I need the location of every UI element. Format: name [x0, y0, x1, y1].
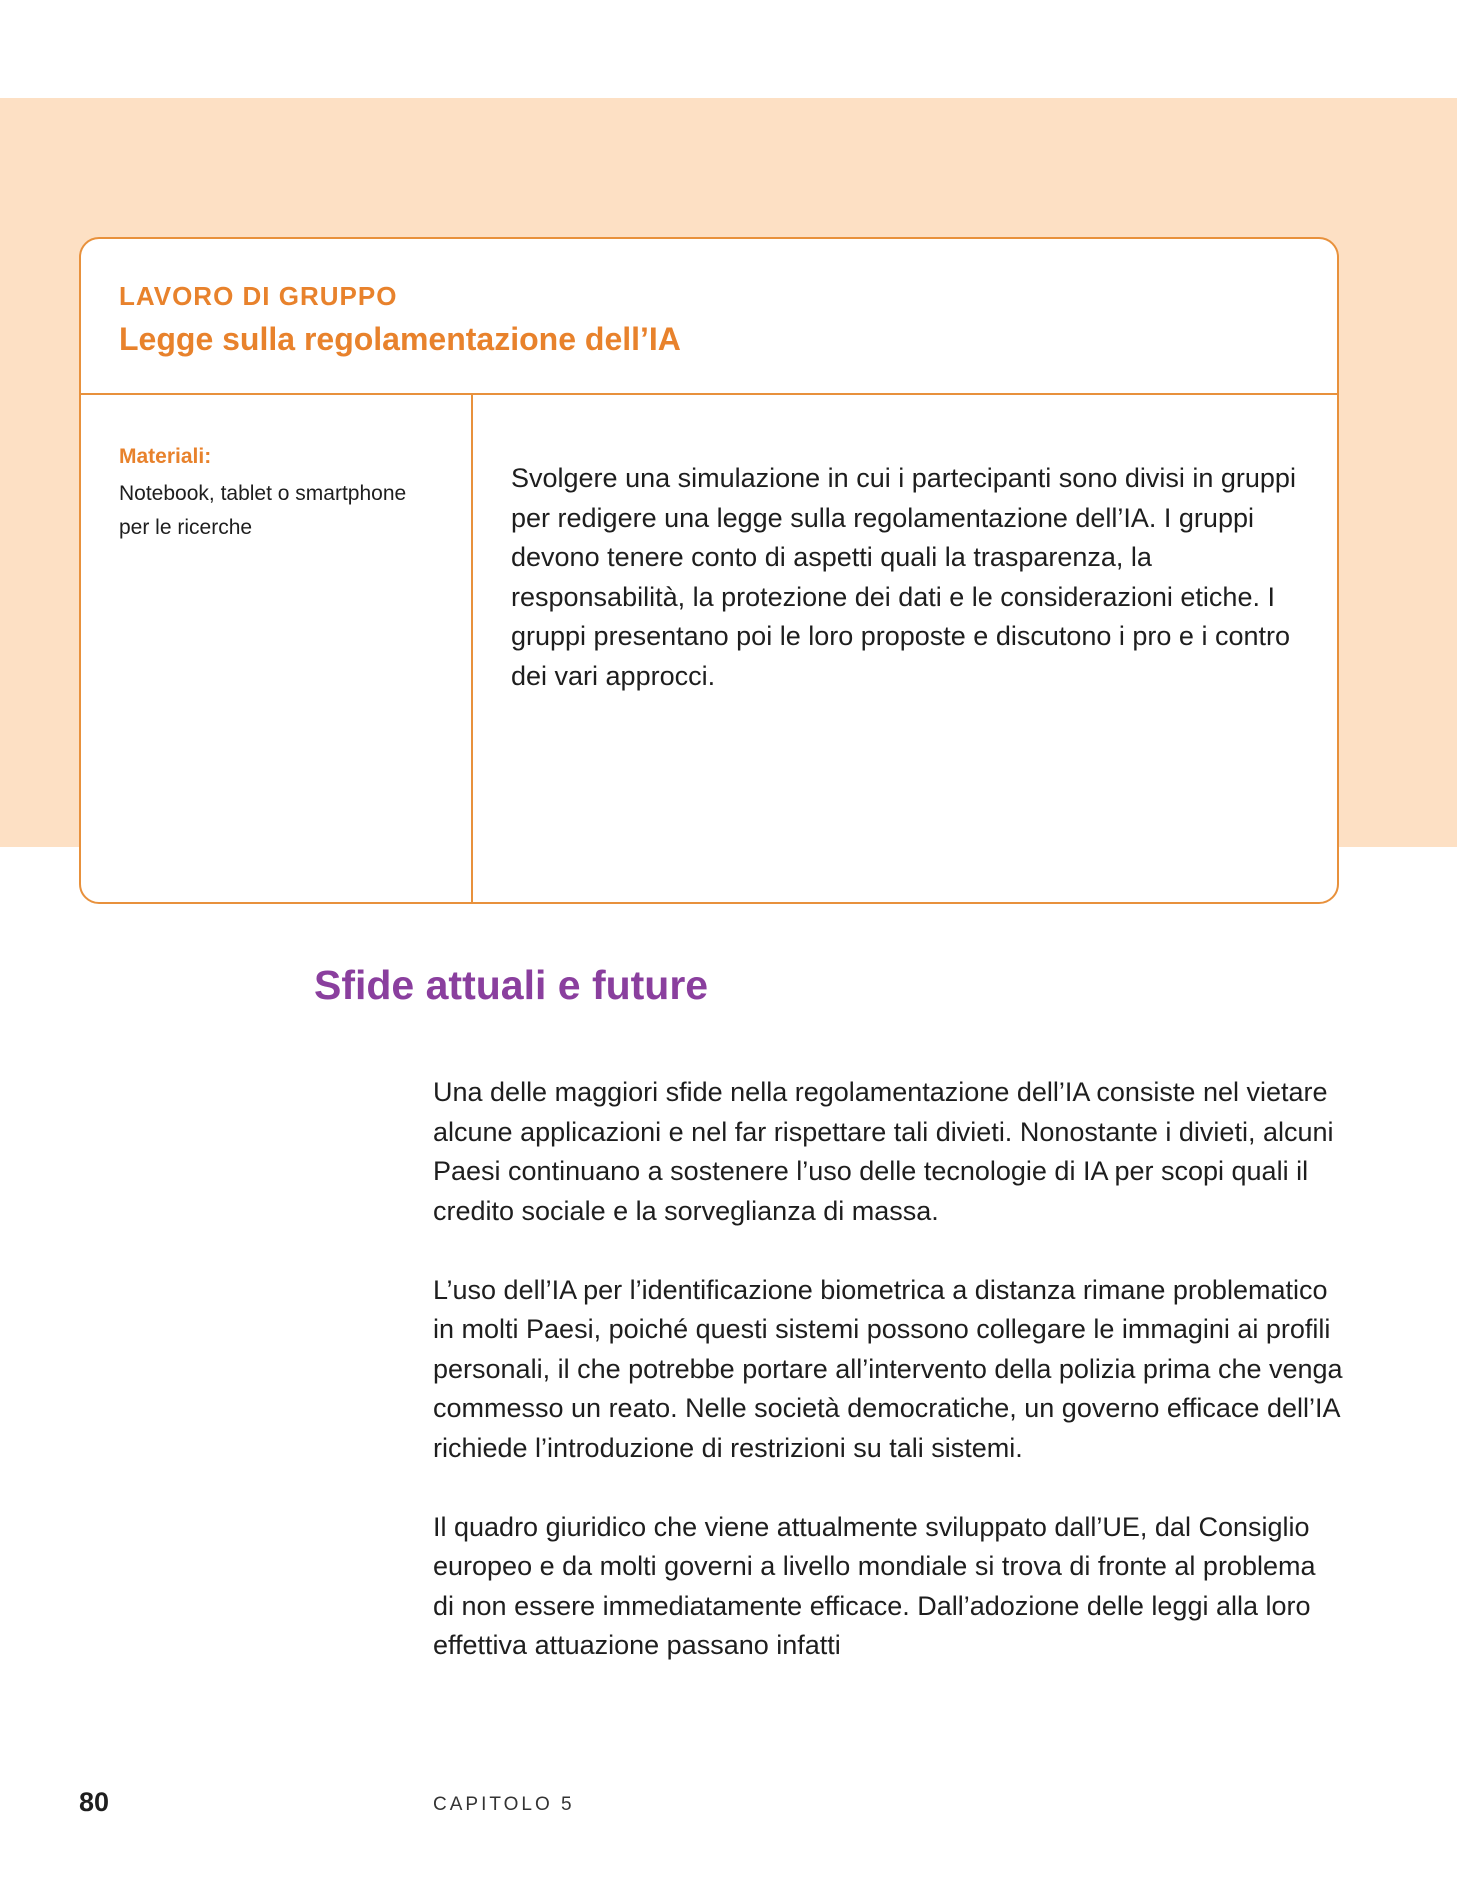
materials-label: Materiali:: [119, 445, 212, 468]
activity-title: Legge sulla regolamentazione dell’IA: [119, 321, 681, 357]
body-paragraph: L’uso dell’IA per l’identificazione biometrica a distanza rimane problematico in molti Paesi, poiché questi sistemi possono collegare le immagini ai profili personali, il che potrebbe portare all’intervento della polizia prima che venga commesso un reato. Nelle società democratiche, un governo efficace dell’IA richiede l’introduzione di restrizioni su tali sistemi.: [433, 1274, 1343, 1463]
section-body: [433, 1073, 1343, 1705]
activity-card: [79, 237, 1339, 904]
task-column: [473, 395, 1339, 904]
page-number: 80: [79, 1787, 110, 1817]
body-paragraph: Il quadro giuridico che viene attualmente sviluppato dall’UE, dal Consiglio europeo e da molti governi a livello mondiale si trova di fronte al problema di non essere immediatamente efficace. Dall’adozione delle leggi alla loro effettiva attuazione passano infatti: [433, 1511, 1316, 1660]
activity-kicker: LAVORO DI GRUPPO: [119, 281, 398, 311]
section-title: Sfide attuali e future: [314, 962, 709, 1008]
materials-column: [81, 395, 473, 904]
activity-card-header: [81, 239, 1337, 395]
task-description: Svolgere una simulazione in cui i partecipanti sono divisi in gruppi per redigere una legge sulla regolamentazione dell’IA. I gruppi devono tenere conto di aspetti quali la trasparenza, la responsabilità, la protezione dei dati e le considerazioni etiche. I gruppi presentano poi le loro proposte e discutono i pro e i contro dei vari approcci.: [511, 463, 1296, 691]
activity-band: [0, 98, 1457, 847]
body-paragraph: Una delle maggiori sfide nella regolamentazione dell’IA consiste nel vietare alcune applicazioni e nel far rispettare tali divieti. Nonostante i divieti, alcuni Paesi continuano a sostenere l’uso delle tecnologie di IA per scopi quali il credito sociale e la sorveglianza di massa.: [433, 1077, 1334, 1226]
chapter-label: CAPITOLO 5: [433, 1794, 575, 1815]
materials-text: Notebook, tablet o smartphone per le ricerche: [119, 482, 407, 539]
